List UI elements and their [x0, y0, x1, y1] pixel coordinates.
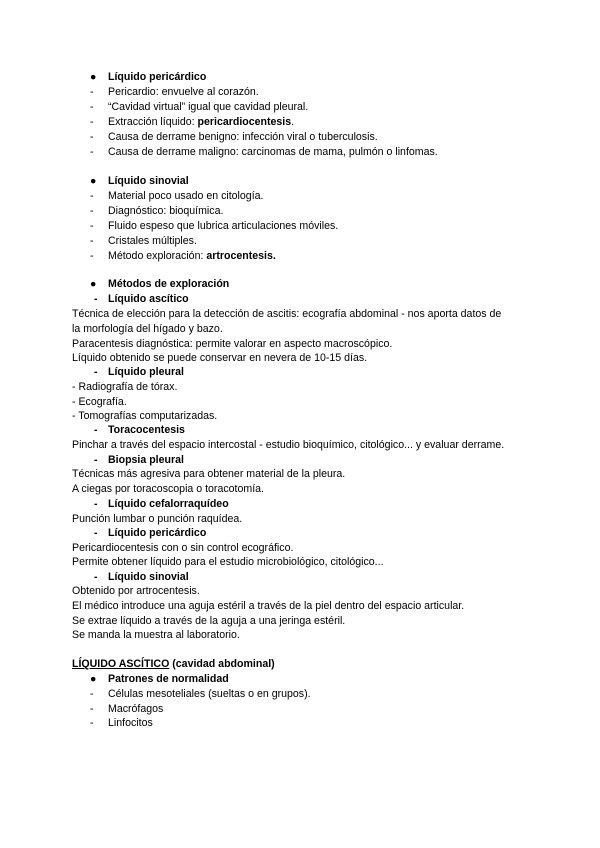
- section-title: [72, 657, 275, 672]
- paragraph-line: Obtenido por artrocentesis.: [72, 585, 200, 597]
- paragraph-line: Permite obtener líquido para el estudio microbiológico, citológico...: [72, 556, 384, 568]
- heading-patrones: Patrones de normalidad: [108, 673, 229, 685]
- heading-metodos: Métodos de exploración: [108, 278, 230, 290]
- paragraph-line: A ciegas por toracoscopia o toracotomía.: [72, 483, 264, 495]
- document-page: ● Líquido pericárdico - Pericardio: envuelve al corazón. - “Cavidad virtual” igual que cavidad pleural. - Extracción líquido: pericardiocentesis. - Causa de derrame benigno: infección viral o tuberculosis. - Causa de derrame maligno: carcinomas de mama, pulmón o linfomas. ● Líquido sinovial - Material poco usado en citología. - Diagnóstico: bioquímica. - Fluido espeso que lubrica articulaciones móviles. - Cristales múltiples. - Método exploración: artrocentesis. ● Métodos de exploración - Líquido ascítico Técnica de elección para la detección de ascitis: ecografía abdominal - nos aporta datos de la morfología del hígado y bazo. Paracentesis diagnóstica: permite valorar en aspecto macroscópico. Líquido obtenido se puede conservar en nevera de 10-15 días. - Líquido pleural - Radiografía de tórax. - Ecografía. - Tomografías computarizadas. - Toracocentesis Pinchar a través del espacio intercostal - estudio bioquímico, citológico... y evaluar derrame. - Biopsia pleural Técnicas más agresiva para obtener material de la pleura. A ciegas por toracoscopia o toracotomía. - Líquido cefalorraquídeo Punción lumbar o punción raquídea. - Líquido pericárdico Pericardiocentesis con o sin control ecográfico. Permite obtener líquido para el estudio microbiológico, citológico... - Líquido sinovial Obtenido por artrocentesis. El médico introduce una aguja estéril a través de la piel dentro del espacio articular. Se extrae líquido a través de la aguja a una jeringa estéril. Se manda la muestra al laboratorio. LÍQUIDO ASCÍTICO (cavidad abdominal) ● Patrones de normalidad - Células mesoteliales (sueltas o en grupos). - Macrófagos - Linfocitos: [72, 71, 505, 729]
- paragraph-line: - Ecografía.: [72, 396, 127, 408]
- paragraph-line: Líquido obtenido se puede conservar en nevera de 10-15 días.: [72, 352, 368, 364]
- paragraph-line: Pinchar a través del espacio intercostal - estudio bioquímico, citológico... y evaluar derrame.: [72, 439, 505, 451]
- paragraph-line: - Tomografías computarizadas.: [72, 410, 218, 422]
- paragraph-line: - Radiografía de tórax.: [72, 381, 178, 393]
- section-title-sub: (cavidad abdominal): [169, 658, 275, 670]
- paragraph-line: Punción lumbar o punción raquídea.: [72, 513, 243, 525]
- paragraph-line: Paracentesis diagnóstica: permite valorar en aspecto macroscópico.: [72, 338, 393, 350]
- paragraph-line: Se extrae líquido a través de la aguja a una jeringa estéril.: [72, 615, 346, 627]
- paragraph-line: Se manda la muestra al laboratorio.: [72, 629, 240, 641]
- bullet-dot: ●: [90, 71, 97, 83]
- paragraph-line: Técnicas más agresiva para obtener material de la pleura.: [72, 468, 346, 480]
- heading-sinovial: Líquido sinovial: [108, 175, 189, 187]
- paragraph-line: Pericardiocentesis con o sin control ecográfico.: [72, 542, 294, 554]
- paragraph-line: la morfología del hígado y bazo.: [72, 323, 223, 335]
- paragraph-line: El médico introduce una aguja estéril a través de la piel dentro del espacio articular.: [72, 600, 465, 612]
- section-title-main: LÍQUIDO ASCÍTICO: [72, 658, 170, 670]
- paragraph-line: Técnica de elección para la detección de ascitis: ecografía abdominal - nos aporta datos de: [72, 308, 502, 320]
- heading-pericardico: Líquido pericárdico: [108, 71, 207, 83]
